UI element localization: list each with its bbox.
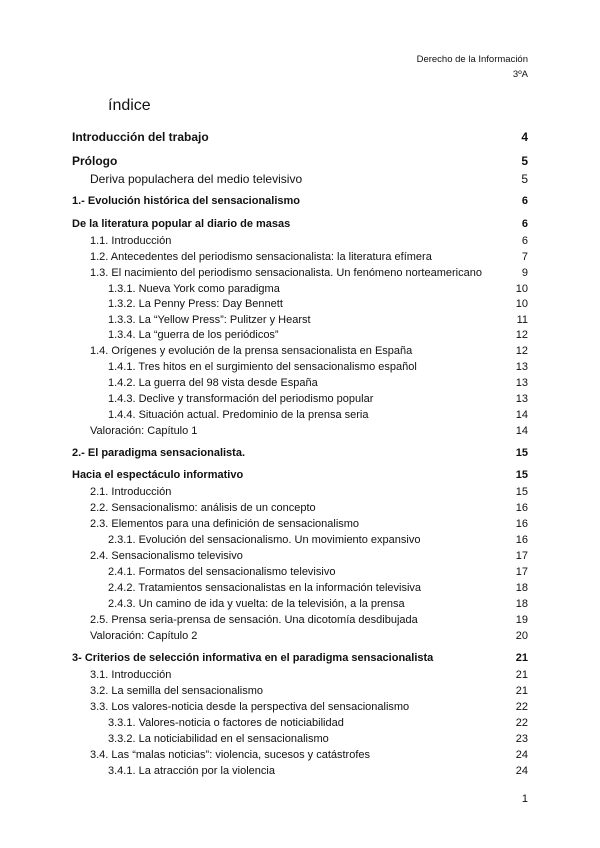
toc-entry-page: 21 [515,652,528,664]
toc-entry-text: 1.4.1. Tres hitos en el surgimiento del sensacionalismo español [108,361,417,373]
toc-entry [72,486,528,498]
toc-entry-text: 2.- El paradigma sensacionalista. [72,447,246,459]
toc-entry [72,361,528,373]
toc-entry-page: 15 [515,447,528,459]
toc-entry [72,314,528,326]
toc-entry [72,652,528,664]
toc-entry-text: 1.3.3. La “Yellow Press”: Pulitzer y Hearst [108,314,311,326]
toc-entry-page: 24 [515,749,528,761]
toc-entry [72,235,528,247]
toc-entry-page: 10 [515,283,528,295]
toc-entry [72,614,528,626]
toc-entry-page: 21 [515,669,528,681]
toc-entry-page: 13 [515,361,528,373]
toc-entry-page: 24 [515,765,528,777]
toc-entry-page: 6 [521,218,528,230]
toc-entry-text: 1.4.4. Situación actual. Predominio de la prensa seria [108,409,369,421]
toc-entry-page: 21 [515,685,528,697]
toc-entry-text: 3.4.1. La atracción por la violencia [108,765,275,777]
toc-entry-text: 3.3.1. Valores-noticia o factores de noticiabilidad [108,717,344,729]
toc-entry-text: De la literatura popular al diario de masas [72,218,291,230]
toc-entry-page: 12 [515,329,528,341]
toc-entry-page: 22 [515,701,528,713]
toc-entry-text: 2.4. Sensacionalismo televisivo [90,550,243,562]
toc-entry [72,130,528,144]
toc-entry-page: 23 [515,733,528,745]
toc-entry-text: 2.5. Prensa seria-prensa de sensación. Una dicotomía desdibujada [90,614,418,626]
toc-entry-page: 15 [515,486,528,498]
toc-entry [72,582,528,594]
toc-entry-text: 1.3.4. La “guerra de los periódicos” [108,329,279,341]
toc-entry-page: 16 [515,534,528,546]
toc-entry-text: 1.- Evolución histórica del sensacionalismo [72,195,301,207]
toc-entry [72,765,528,777]
toc-title: índice [108,97,151,114]
toc-entry-text: 2.2. Sensacionalismo: análisis de un concepto [90,502,316,514]
page-header [417,52,528,82]
toc-entry-page: 11 [516,314,528,326]
toc-entry-text: 3.3.2. La noticiabilidad en el sensacionalismo [108,733,329,745]
toc-entry-text: 2.4.3. Un camino de ida y vuelta: de la televisión, a la prensa [108,598,405,610]
toc-entry [72,409,528,421]
toc-entry-text: 1.4. Orígenes y evolución de la prensa sensacionalista en España [90,345,413,357]
toc-entry [72,469,528,481]
toc-entry [72,598,528,610]
toc-entry-text: Deriva populachera del medio televisivo [90,172,303,186]
toc-entry-page: 13 [515,393,528,405]
toc-entry [72,345,528,357]
toc-entry [72,630,528,642]
toc-entry-page: 6 [521,235,528,247]
toc-entry-page: 9 [521,267,528,279]
header-group: 3ºA [512,69,528,80]
toc-entry-text: 1.4.2. La guerra del 98 vista desde España [108,377,318,389]
toc-entry-page: 4 [521,130,528,144]
toc-entry [72,669,528,681]
toc-entry [72,518,528,530]
toc-entry-page: 14 [515,425,528,437]
toc-entry [72,534,528,546]
toc-entry-text: 3.4. Las “malas noticias”: violencia, sucesos y catástrofes [90,749,371,761]
toc-entry-page: 10 [515,298,528,310]
toc-entry-text: 3.3. Los valores-noticia desde la perspectiva del sensacionalismo [90,701,410,713]
toc-entry-text: 3.1. Introducción [90,669,172,681]
toc-entry [72,393,528,405]
toc-entry-text: Hacia el espectáculo informativo [72,469,244,481]
toc-entry [72,717,528,729]
header-course: Derecho de la Información [416,54,528,65]
toc-entry-page: 5 [521,154,528,168]
toc-entry-text: 2.3.1. Evolución del sensacionalismo. Un movimiento expansivo [108,534,421,546]
toc-entry [72,425,528,437]
toc-entry [72,298,528,310]
toc-entry [72,749,528,761]
toc-entry-page: 5 [521,172,528,186]
toc-entry [72,218,528,230]
toc-entry-text: 1.1. Introducción [90,235,172,247]
toc-entry-page: 20 [515,630,528,642]
toc-entry [72,195,528,207]
toc-entry-text: Prólogo [72,154,118,168]
toc-entry-page: 17 [515,566,528,578]
toc-entry-page: 7 [521,251,528,263]
toc-entry-text: 1.3.1. Nueva York como paradigma [108,283,280,295]
toc-entry-page: 17 [515,550,528,562]
toc-entry-text: 2.1. Introducción [90,486,172,498]
toc-entry [72,685,528,697]
toc-entry-text: 1.3. El nacimiento del periodismo sensacionalista. Un fenómeno norteamericano [90,267,482,279]
toc-entry [72,566,528,578]
toc-entry-text: 2.4.2. Tratamientos sensacionalistas en la información televisiva [108,582,422,594]
toc-entry-text: 2.3. Elementos para una definición de sensacionalismo [90,518,360,530]
toc-entry-text: Valoración: Capítulo 1 [90,425,198,437]
toc-entry-text: Valoración: Capítulo 2 [90,630,198,642]
toc-entry-text: 3- Criterios de selección informativa en el paradigma sensacionalista [72,652,434,664]
toc-entry [72,172,528,186]
toc-entry-text: 2.4.1. Formatos del sensacionalismo televisivo [108,566,336,578]
toc-entry [72,502,528,514]
toc-entry [72,267,528,279]
toc-entry [72,550,528,562]
toc-entry-page: 18 [515,582,528,594]
page-number: 1 [521,793,528,805]
toc-entry-page: 16 [515,502,528,514]
toc-entry [72,377,528,389]
toc-entry-text: 1.2. Antecedentes del periodismo sensacionalista: la literatura efímera [90,251,432,263]
toc-entry-page: 22 [515,717,528,729]
toc-entry-text: 3.2. La semilla del sensacionalismo [90,685,264,697]
toc-entry [72,329,528,341]
toc-entry-page: 12 [515,345,528,357]
toc-entry [72,701,528,713]
toc-entry-page: 16 [515,518,528,530]
toc-entry-text: 1.3.2. La Penny Press: Day Bennett [108,298,283,310]
toc-entry [72,733,528,745]
toc-entry-text: 1.4.3. Declive y transformación del periodismo popular [108,393,374,405]
toc-entry [72,154,528,168]
toc-entry [72,447,528,459]
toc-entry-page: 6 [521,195,528,207]
toc-entry-page: 14 [515,409,528,421]
toc-entry-text: Introducción del trabajo [72,130,209,144]
toc-entry-page: 19 [515,614,528,626]
toc-entry-page: 13 [515,377,528,389]
toc-entry-page: 18 [515,598,528,610]
toc-entry-page: 15 [515,469,528,481]
toc-entry [72,283,528,295]
toc-entry [72,251,528,263]
